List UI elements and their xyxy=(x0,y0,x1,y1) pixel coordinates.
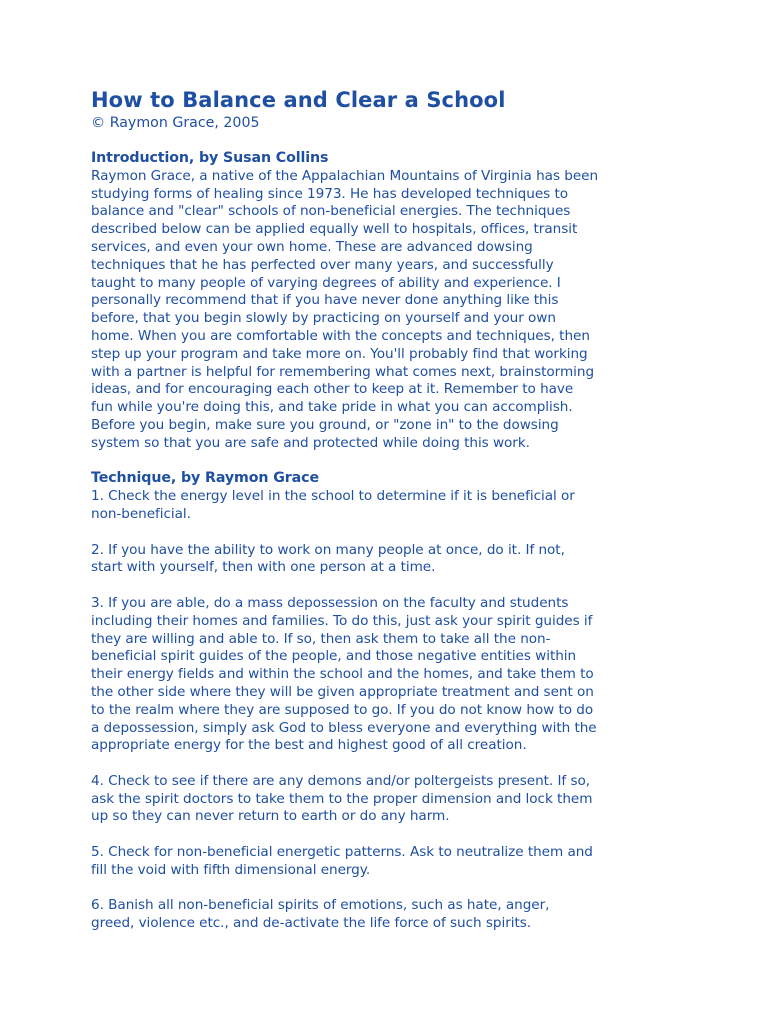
technique-step-line: 2. If you have the ability to work on many people at once, do it. If not, xyxy=(91,541,565,558)
copyright-line: © Raymon Grace, 2005 xyxy=(91,115,260,131)
technique-step-line: 3. If you are able, do a mass depossession on the faculty and students xyxy=(91,594,569,611)
document-page xyxy=(91,86,691,951)
technique-step-line: to the realm where they are supposed to go. If you do not know how to do xyxy=(91,701,594,718)
technique-step-6 xyxy=(91,897,691,933)
introduction-line: techniques that he has perfected over many years, and successfully xyxy=(91,256,554,273)
technique-step-line: up so they can never return to earth or do any harm. xyxy=(91,808,450,825)
introduction-line: taught to many people of varying degrees of ability and experience. I xyxy=(91,274,561,291)
technique-step-line: appropriate energy for the best and highest good of all creation. xyxy=(91,737,527,754)
technique-step-4 xyxy=(91,773,691,826)
technique-heading: Technique, by Raymon Grace xyxy=(91,470,319,487)
technique-step-5 xyxy=(91,844,691,880)
introduction-line: step up your program and take more on. You'll probably find that working xyxy=(91,345,588,362)
technique-step-line: the other side where they will be given appropriate treatment and sent on xyxy=(91,683,594,700)
introduction-heading: Introduction, by Susan Collins xyxy=(91,150,329,166)
technique-step-line: start with yourself, then with one person at a time. xyxy=(91,559,436,576)
introduction-line: Raymon Grace, a native of the Appalachian Mountains of Virginia has been xyxy=(91,167,599,184)
technique-step-line: fill the void with fifth dimensional energy. xyxy=(91,861,371,878)
technique-step-3 xyxy=(91,595,691,755)
introduction-line: services, and even your own home. These are advanced dowsing xyxy=(91,238,533,255)
technique-step-line: beneficial spirit guides of the people, and those negative entities within xyxy=(91,648,577,665)
technique-step-line: including their homes and families. To do this, just ask your spirit guides if xyxy=(91,612,593,629)
technique-step-line: a depossession, simply ask God to bless everyone and everything with the xyxy=(91,719,597,736)
introduction-line: before, that you begin slowly by practicing on yourself and your own xyxy=(91,310,556,327)
introduction-line: home. When you are comfortable with the concepts and techniques, then xyxy=(91,327,590,344)
technique-step-line: greed, violence etc., and de-activate the life force of such spirits. xyxy=(91,915,532,932)
introduction-line: personally recommend that if you have never done anything like this xyxy=(91,292,559,309)
technique-step-line: 5. Check for non-beneficial energetic patterns. Ask to neutralize them and xyxy=(91,844,593,861)
introduction-line: system so that you are safe and protected while doing this work. xyxy=(91,434,530,451)
document-title: How to Balance and Clear a School xyxy=(91,88,506,112)
introduction-body xyxy=(91,168,691,453)
introduction-line: Before you begin, make sure you ground, or "zone in" to the dowsing xyxy=(91,416,559,433)
technique-step-line: 4. Check to see if there are any demons and/or poltergeists present. If so, xyxy=(91,772,591,789)
introduction-line: fun while you're doing this, and take pride in what you can accomplish. xyxy=(91,399,573,416)
technique-step-line: their energy fields and within the school and the homes, and take them to xyxy=(91,666,594,683)
introduction-line: studying forms of healing since 1973. He has developed techniques to xyxy=(91,185,568,202)
technique-step-line: non-beneficial. xyxy=(91,505,191,522)
introduction-line: with a partner is helpful for remembering what comes next, brainstorming xyxy=(91,363,595,380)
technique-step-line: 1. Check the energy level in the school to determine if it is beneficial or xyxy=(91,488,575,505)
introduction-line: described below can be applied equally well to hospitals, offices, transit xyxy=(91,221,578,238)
technique-steps xyxy=(91,488,691,933)
technique-step-2 xyxy=(91,542,691,578)
technique-step-1 xyxy=(91,488,691,524)
technique-step-line: 6. Banish all non-beneficial spirits of emotions, such as hate, anger, xyxy=(91,897,550,914)
introduction-line: balance and "clear" schools of non-beneficial energies. The techniques xyxy=(91,203,571,220)
introduction-line: ideas, and for encouraging each other to keep at it. Remember to have xyxy=(91,381,574,398)
technique-step-line: ask the spirit doctors to take them to the proper dimension and lock them xyxy=(91,790,593,807)
technique-step-line: they are willing and able to. If so, then ask them to take all the non- xyxy=(91,630,551,647)
